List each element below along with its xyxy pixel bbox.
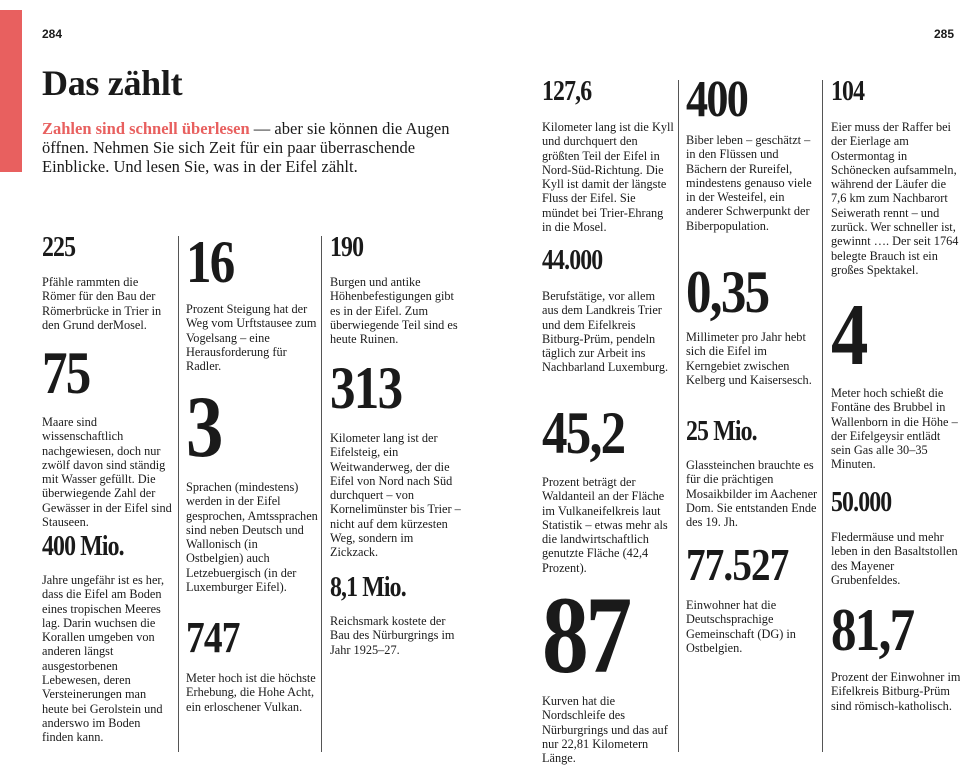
- fact-text: Maare sind wissenschaftlich nachgewiesen, doch nur zwölf davon sind ständig mit Wasser gefüllt. Die überwiegende Zahl der Gewässer in der Eifel sind Stauseen.: [42, 415, 172, 530]
- intro-highlight: Zahlen sind schnell überlesen: [42, 119, 250, 138]
- fact-number: 16: [186, 229, 234, 295]
- fact-text: Einwohner hat die Deutschsprachige Gemeinschaft (DG) in Ostbelgien.: [686, 598, 796, 655]
- fact-number: 190: [330, 232, 364, 263]
- fact-text: Prozent Steigung hat der Weg vom Urftstausee zum Vogelsang – eine Herausforderung für Radler.: [186, 302, 317, 374]
- fact-item: [330, 355, 462, 560]
- fact-item: [186, 379, 318, 595]
- fact-number: 400 Mio.: [42, 531, 124, 562]
- fact-item: [186, 613, 318, 714]
- fact-text: Prozent der Einwohner im Eifelkreis Bitburg-Prüm sind römisch-katholisch.: [831, 670, 960, 713]
- fact-text: Glassteinchen brauchte es für die prächtigen Mosaikbilder im Aachener Dom. Sie entstanden Ende des 19. Jh.: [686, 458, 818, 530]
- fact-item: [831, 489, 960, 587]
- fact-text: Kurven hat die Nordschleife des Nürburgrings und das auf nur 22,81 Kilometern Länge.: [542, 694, 668, 766]
- fact-text: Biber leben – geschätzt – in den Flüssen und Bächern der Rureifel, mindestens genauso viele in der Westeifel, ein anderer Schwerpunkt der Biberpopulation.: [686, 133, 812, 233]
- fact-item: [42, 234, 174, 332]
- fact-text: Meter hoch ist die höchste Erhebung, die Hohe Acht, ein erloschener Vulkan.: [186, 671, 316, 714]
- fact-item: [542, 78, 674, 234]
- fact-text: Jahre ungefähr ist es her, dass die Eifel am Boden eines tropischen Meeres lag. Darin wuchsen die Korallen umgeben von anderen längst ausgestorbenen Lebewesen, deren Versteinerungen man heute bei Gerolstein und anderswo im Boden finden kann.: [42, 573, 165, 745]
- column-rule: [678, 80, 679, 752]
- fact-item: [831, 78, 960, 277]
- intro-text: [42, 119, 482, 176]
- fact-number: 747: [186, 613, 240, 662]
- fact-text: Sprachen (mindestens) werden in der Eifel gesprochen, Amtssprachen sind neben Deutsch und Wallonisch (in Ostbelgien) auch Letzebuergisch (in der Luxemburger Eifel).: [186, 480, 318, 595]
- fact-text: Fledermäuse und mehr leben in den Basaltstollen des Mayener Grubenfeldes.: [831, 530, 958, 587]
- column-rule: [321, 236, 322, 752]
- fact-number: 3: [186, 379, 221, 476]
- fact-number: 4: [831, 287, 866, 384]
- fact-text: Reichsmark kostete der Bau des Nürburgrings im Jahr 1925–27.: [330, 614, 455, 657]
- column-rule: [822, 80, 823, 752]
- column-rule: [178, 236, 179, 752]
- fact-number: 104: [831, 76, 865, 107]
- fact-number: 8,1 Mio.: [330, 572, 406, 603]
- fact-item: [686, 418, 818, 529]
- fact-item: [42, 340, 174, 530]
- fact-number: 225: [42, 232, 76, 263]
- fact-number: 45,2: [542, 400, 625, 466]
- fact-number: 77.527: [686, 539, 789, 590]
- fact-number: 313: [330, 355, 402, 421]
- fact-item: [42, 533, 174, 745]
- fact-item: [330, 574, 462, 657]
- fact-number: 400: [686, 71, 748, 128]
- fact-number: 81,7: [831, 597, 914, 663]
- page-number-left: 284: [42, 27, 63, 41]
- fact-number: 87: [542, 574, 629, 696]
- fact-number: 0,35: [686, 259, 769, 325]
- fact-number: 25 Mio.: [686, 416, 757, 447]
- fact-number: 75: [42, 340, 90, 406]
- fact-item: [686, 71, 818, 233]
- fact-text: Kilometer lang ist die Kyll und durchquert den größten Teil der Eifel in Nord-Süd-Richtung. Die Kyll ist damit der längste Fluss der Eifel. Sie mündet bei Trier-Ehrang in die Mosel.: [542, 120, 674, 235]
- fact-text: Eier muss der Raffer bei der Eierlage am Ostermontag in Schönecken aufsammeln, während der Läufer die 7,6 km zum Nachbarort Seiwerath rennt – und zurück. Wer schneller ist, gewinnt …. Der seit 1764 belegte Brauch ist ein großes Spektakel.: [831, 120, 959, 277]
- fact-text: Millimeter pro Jahr hebt sich die Eifel im Kerngebiet zwischen Kelberg und Kaisersesch.: [686, 330, 812, 387]
- accent-bar: [0, 10, 22, 172]
- fact-number: 50.000: [831, 487, 892, 518]
- fact-item: [686, 259, 818, 387]
- fact-item: [831, 597, 960, 713]
- fact-item: [542, 574, 674, 766]
- fact-text: Burgen und antike Höhenbefestigungen gibt es in der Eifel. Zum überwiegende Teil sind es heute Ruinen.: [330, 275, 458, 347]
- fact-item: [330, 234, 462, 346]
- fact-item: [542, 400, 674, 575]
- fact-text: Pfähle rammten die Römer für den Bau der Römerbrücke in Trier in den Grund derMosel.: [42, 275, 162, 332]
- fact-number: 44.000: [542, 245, 603, 276]
- fact-text: Prozent beträgt der Waldanteil an der Fläche im Vulkaneifelkreis laut Statistik – etwas mehr als die landwirtschaftlich genutzte Fläche (42,4 Prozent).: [542, 475, 668, 575]
- fact-text: Kilometer lang ist der Eifelsteig, ein Weitwanderweg, der die Eifel von Nord nach Süd durchquert – von Kornelimünster bis Trier – nicht auf dem kürzesten Weg, sondern im Zickzack.: [330, 431, 461, 560]
- fact-text: Berufstätige, vor allem aus dem Landkreis Trier und dem Eifelkreis Bitburg-Prüm, pendeln täglich zur Arbeit ins Nachbarland Luxemburg.: [542, 289, 669, 375]
- intro-rest: — aber sie können die Augen öffnen. Nehmen Sie sich Zeit für ein paar überraschende Einblicke. Und lesen Sie, was in der Eifel zählt.: [42, 119, 450, 176]
- fact-item: [831, 287, 960, 472]
- page-number-right: 285: [934, 27, 955, 41]
- fact-text: Meter hoch schießt die Fontäne des Brubbel in Wallenborn in die Höhe – der Eifelgeysir entlädt sein Gas alle 30–35 Minuten.: [831, 386, 958, 472]
- fact-number: 127,6: [542, 76, 592, 107]
- fact-item: [186, 229, 318, 374]
- page-title: Das zählt: [42, 63, 183, 103]
- fact-item: [542, 247, 674, 375]
- fact-item: [686, 539, 818, 655]
